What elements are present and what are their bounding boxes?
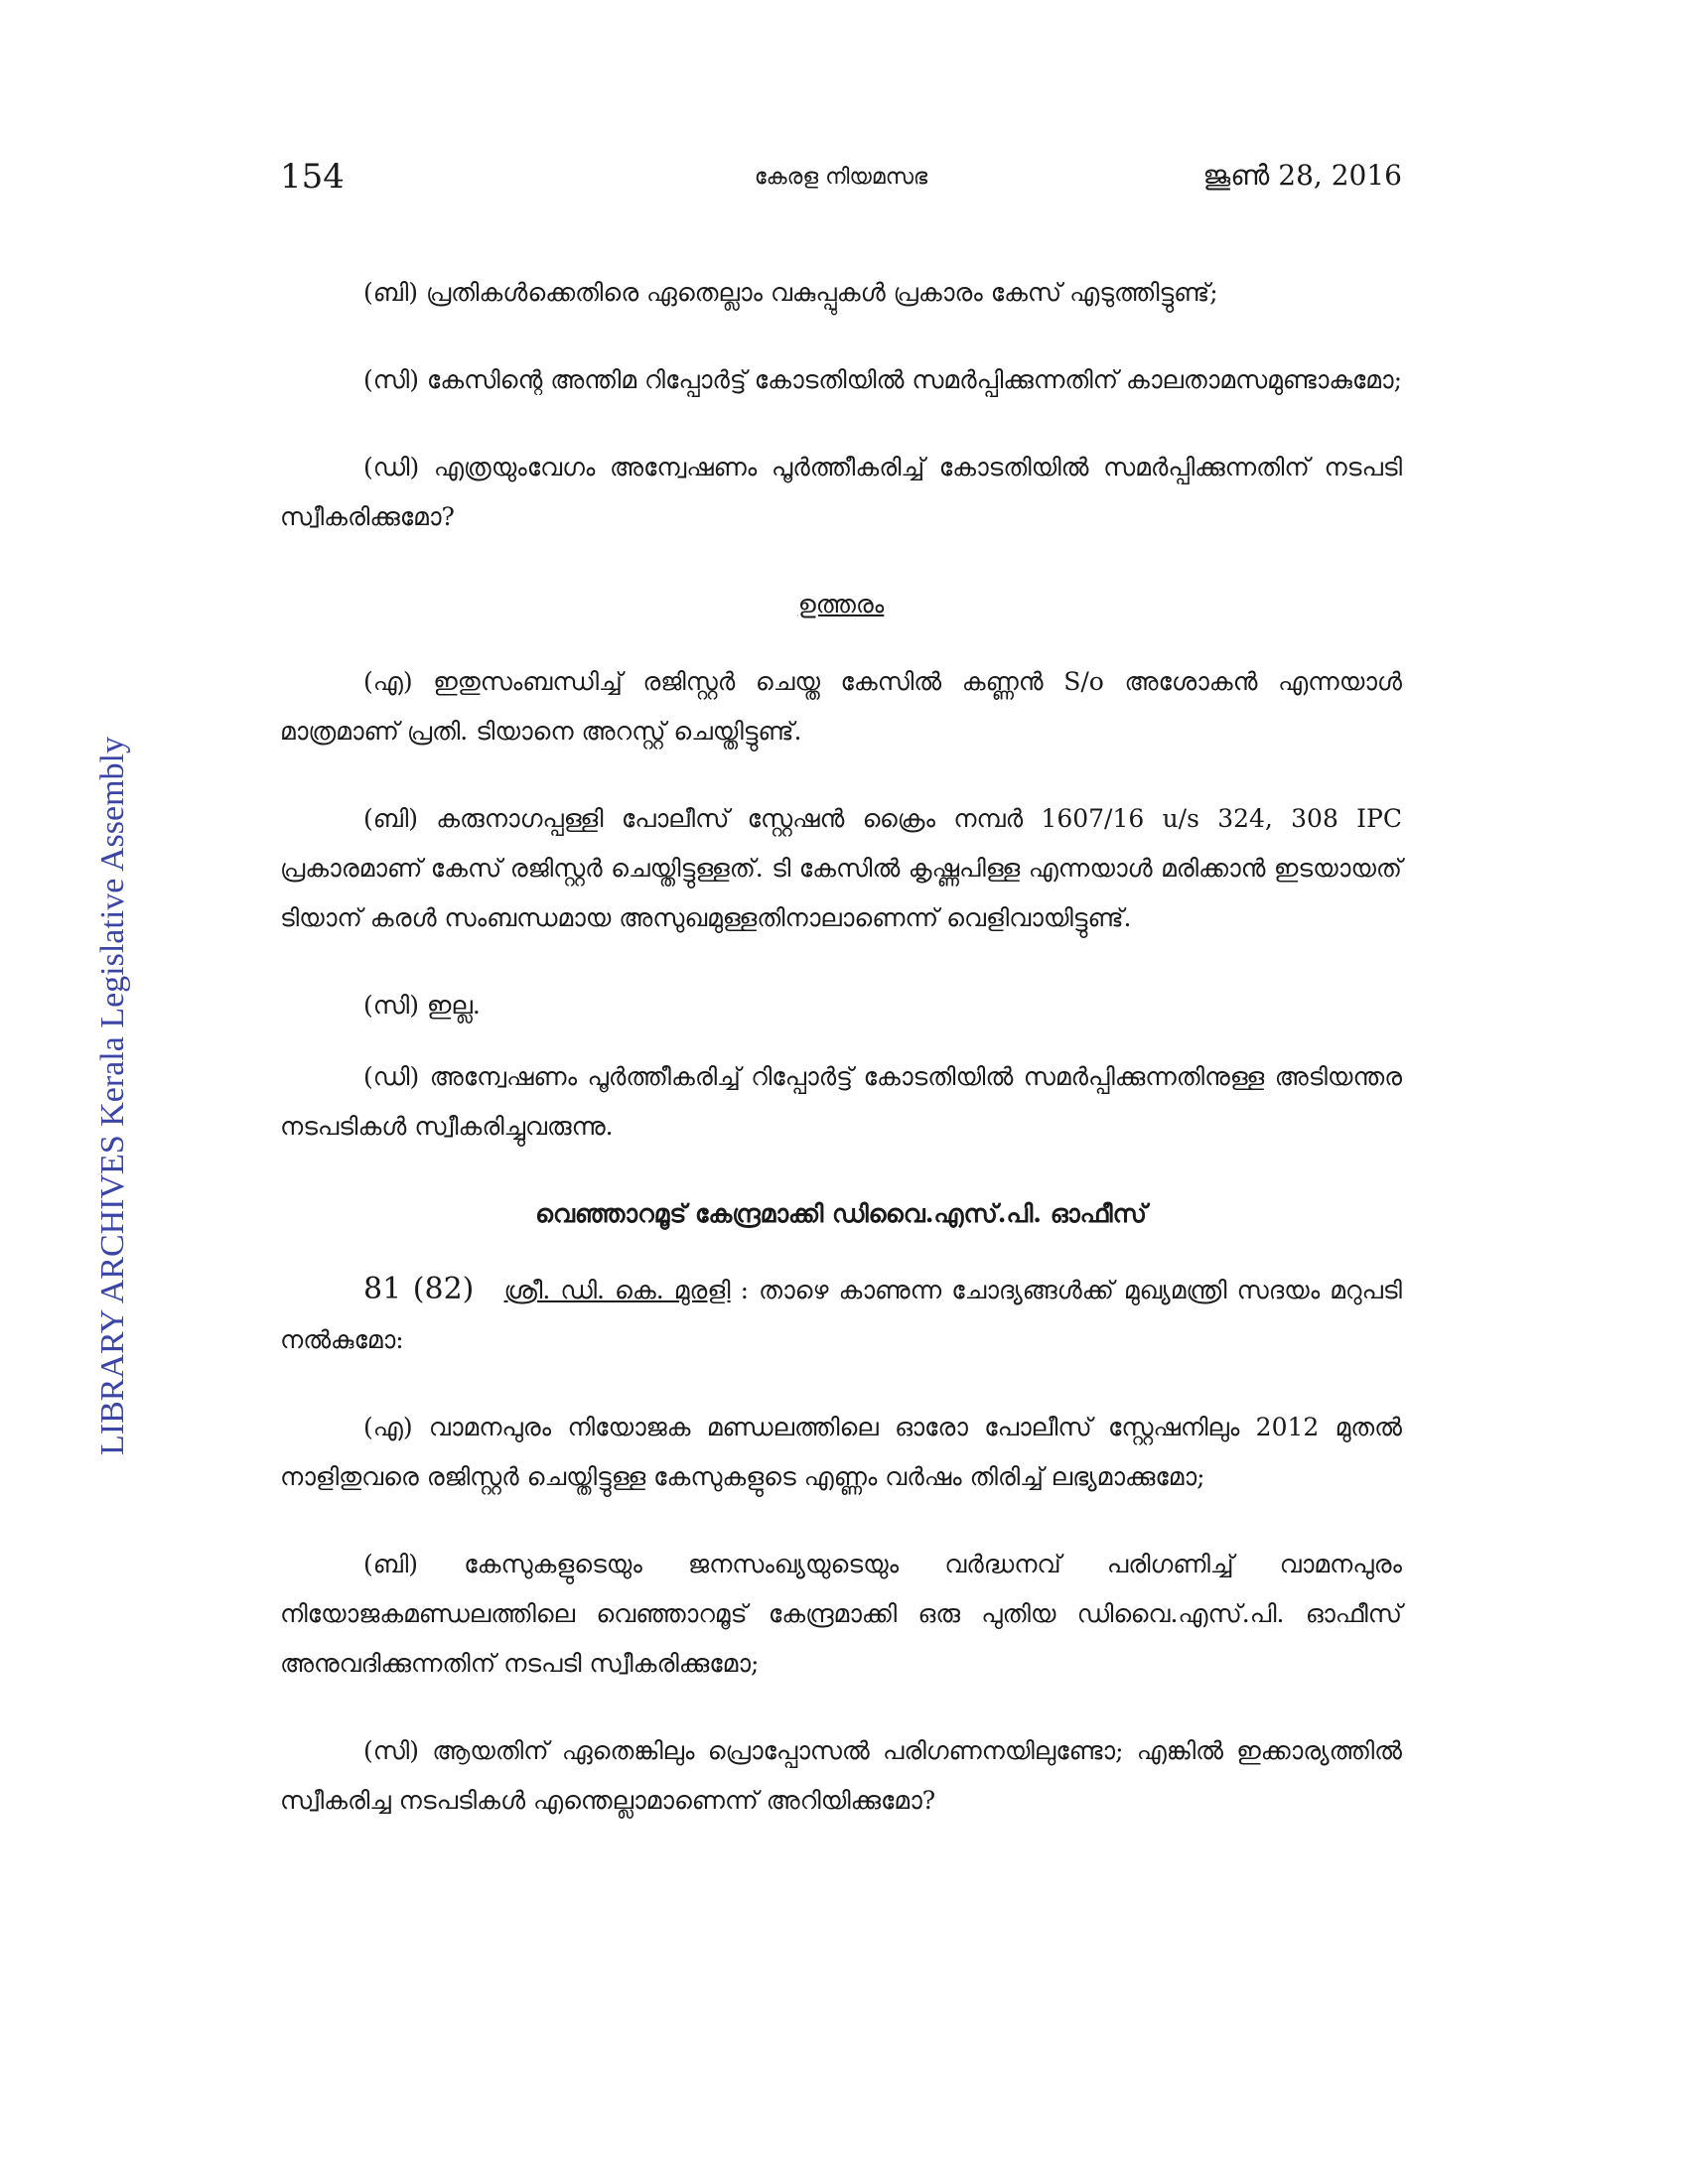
running-title: കേരള നിയമസഭ <box>754 165 928 190</box>
answer-part-c: (സി) ഇല്ല. <box>363 991 481 1020</box>
running-date: ജൂൺ 28, 2016 <box>1202 159 1402 192</box>
question-number: 81 (82) <box>363 1272 475 1306</box>
question-part-b: (ബി) പ്രതികൾക്കെതിരെ ഏതെല്ലാം വകുപ്പുകൾ പ്രകാരം കേസ് എടുത്തിട്ടുണ്ട്; <box>363 278 1218 307</box>
page-number: 154 <box>280 157 345 197</box>
document-body <box>280 268 1402 1863</box>
answer-part-d: (ഡി) അന്വേഷണം പൂർത്തീകരിച്ച് റിപ്പോർട്ട് കോടതിയിൽ സമർപ്പിക്കുന്നതിനുള്ള അടിയന്തര നടപടികൾ സ്വീകരിച്ചുവരുന്നു. <box>280 1062 1402 1141</box>
answer-heading: ഉത്തരം <box>797 590 885 618</box>
answer-part-b: (ബി) കരുനാഗപ്പള്ളി പോലീസ് സ്റ്റേഷൻ ക്രൈം നമ്പർ 1607/16 u/s 324, 308 IPC പ്രകാരമാണ് കേസ് രജിസ്റ്റർ ചെയ്തിട്ടുള്ളത്. ടി കേസിൽ കൃഷ്ണപിള്ള എന്നയാൾ മരിക്കാൻ ഇടയായത് ടിയാന് കരൾ സംബന്ധമായ അസുഖമുള്ളതിനാലാണെന്ന് വെളിവായിട്ടുണ്ട്. <box>280 804 1402 932</box>
question-part-c: (സി) കേസിന്റെ അന്തിമ റിപ്പോർട്ട് കോടതിയിൽ സമർപ്പിക്കുന്നതിന് കാലതാമസമുണ്ടാകുമോ; <box>363 365 1402 394</box>
question-part-d: (ഡി) എത്രയുംവേഗം അന്വേഷണം പൂർത്തീകരിച്ച് കോടതിയിൽ സമർപ്പിക്കുന്നതിന് നടപടി സ്വീകരിക്കുമോ? <box>280 453 1402 531</box>
answer-part-a: (എ) ഇതുസംബന്ധിച്ച് രജിസ്റ്റർ ചെയ്ത കേസിൽ കണ്ണൻ S/o അശോകൻ എന്നയാൾ മാത്രമാണ് പ്രതി. ടിയാനെ അറസ്റ്റ് ചെയ്തിട്ടുണ്ട്. <box>280 667 1402 746</box>
section-heading: വെഞ്ഞാറമൂട് കേന്ദ്രമാക്കി ഡിവൈ.എസ്.പി. ഓഫീസ് <box>535 1199 1147 1228</box>
question-intro-text: : താഴെ കാണുന്ന ചോദ്യങ്ങൾക്ക് മുഖ്യമന്ത്രി സദയം മറുപടി നൽകുമോ: <box>280 1276 1402 1354</box>
member-name: ശ്രീ. ഡി. കെ. മുരളി <box>503 1276 731 1304</box>
question-81-intro <box>280 1265 1402 1365</box>
question-81-part-c: (സി) ആയതിന് ഏതെങ്കിലും പ്രൊപ്പോസൽ പരിഗണനയിലുണ്ടോ; എങ്കിൽ ഇക്കാര്യത്തിൽ സ്വീകരിച്ച നടപടികൾ എന്തെല്ലാമാണെന്ന് അറിയിക്കുമോ? <box>280 1736 1402 1815</box>
question-81-part-a: (എ) വാമനപുരം നിയോജക മണ്ഡലത്തിലെ ഓരോ പോലീസ് സ്റ്റേഷനിലും 2012 മുതൽ നാളിതുവരെ രജിസ്റ്റർ ചെയ്തിട്ടുള്ള കേസുകളുടെ എണ്ണം വർഷം തിരിച്ച് ലഭ്യമാക്കുമോ; <box>280 1413 1402 1491</box>
archive-side-stamp: LIBRARY ARCHIVES Kerala Legislative Assembly <box>94 736 131 1456</box>
page-header <box>280 157 1402 206</box>
question-81-part-b: (ബി) കേസുകളുടെയും ജനസംഖ്യയുടെയും വർദ്ധനവ് പരിഗണിച്ച് വാമനപുരം നിയോജകമണ്ഡലത്തിലെ വെഞ്ഞാറമൂട് കേന്ദ്രമാക്കി ഒരു പുതിയ ഡിവൈ.എസ്.പി. ഓഫീസ് അനുവദിക്കുന്നതിന് നടപടി സ്വീകരിക്കുമോ; <box>280 1550 1402 1678</box>
